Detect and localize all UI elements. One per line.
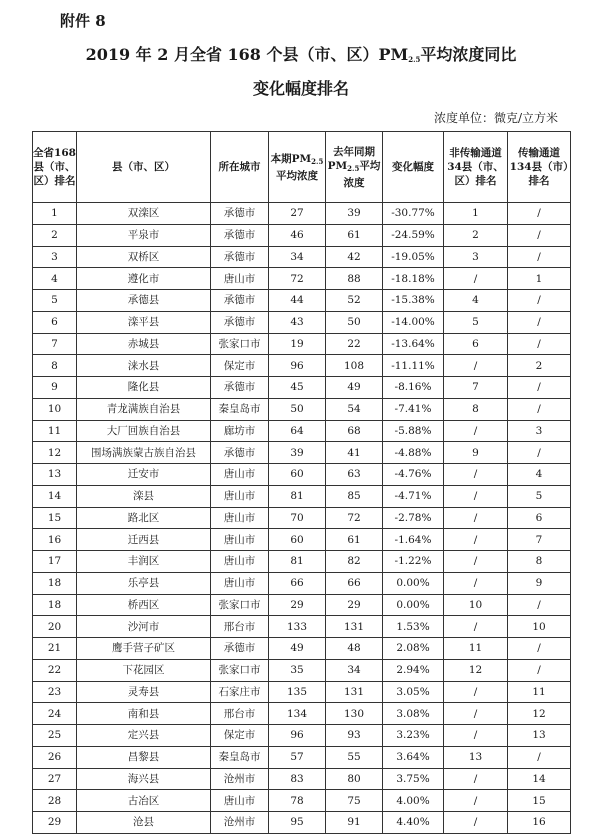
cell-current: 78	[269, 790, 326, 812]
cell-change: -18.18%	[383, 268, 444, 290]
header-lastyear-concentration: 去年同期$PM_{2.5}$平均浓度	[326, 132, 383, 203]
cell-change: -30.77%	[383, 203, 444, 225]
cell-change: -15.38%	[383, 290, 444, 312]
cell-non-channel-rank: /	[444, 355, 508, 377]
cell-change: 3.64%	[383, 746, 444, 768]
table-row	[33, 246, 571, 268]
pm-subscript: 2.5	[408, 55, 421, 64]
cell-channel-rank: /	[508, 746, 571, 768]
cell-channel-rank: 13	[508, 725, 571, 747]
cell-county: 桥西区	[77, 594, 211, 616]
cell-change: 0.00%	[383, 594, 444, 616]
cell-rank168: 7	[33, 333, 77, 355]
cell-lastyear: 88	[326, 268, 383, 290]
cell-lastyear: 54	[326, 398, 383, 420]
table-row	[33, 659, 571, 681]
cell-county: 丰润区	[77, 551, 211, 573]
table-row	[33, 594, 571, 616]
cell-lastyear: 130	[326, 703, 383, 725]
cell-city: 石家庄市	[211, 681, 269, 703]
cell-change: -1.22%	[383, 551, 444, 573]
cell-lastyear: 52	[326, 290, 383, 312]
cell-rank168: 13	[33, 464, 77, 486]
cell-lastyear: 131	[326, 681, 383, 703]
cell-county: 围场满族蒙古族自治县	[77, 442, 211, 464]
table-row	[33, 268, 571, 290]
cell-city: 张家口市	[211, 333, 269, 355]
cell-current: 134	[269, 703, 326, 725]
cell-county: 平泉市	[77, 224, 211, 246]
cell-current: 19	[269, 333, 326, 355]
cell-current: 43	[269, 311, 326, 333]
cell-county: 下花园区	[77, 659, 211, 681]
cell-change: -4.88%	[383, 442, 444, 464]
cell-non-channel-rank: /	[444, 485, 508, 507]
cell-change: 0.00%	[383, 572, 444, 594]
cell-city: 张家口市	[211, 594, 269, 616]
cell-non-channel-rank: 9	[444, 442, 508, 464]
cell-city: 邢台市	[211, 703, 269, 725]
cell-rank168: 4	[33, 268, 77, 290]
cell-rank168: 26	[33, 746, 77, 768]
cell-channel-rank: 2	[508, 355, 571, 377]
document-title-line2: 变化幅度排名	[252, 79, 349, 98]
cell-lastyear: 55	[326, 746, 383, 768]
cell-city: 保定市	[211, 725, 269, 747]
cell-rank168: 2	[33, 224, 77, 246]
table-row	[33, 681, 571, 703]
cell-non-channel-rank: /	[444, 703, 508, 725]
cell-rank168: 14	[33, 485, 77, 507]
cell-city: 唐山市	[211, 464, 269, 486]
cell-channel-rank: 7	[508, 529, 571, 551]
cell-current: 81	[269, 551, 326, 573]
cell-lastyear: 85	[326, 485, 383, 507]
cell-rank168: 29	[33, 812, 77, 834]
cell-channel-rank: 9	[508, 572, 571, 594]
cell-current: 66	[269, 572, 326, 594]
cell-channel-rank: /	[508, 333, 571, 355]
table-row	[33, 290, 571, 312]
cell-current: 96	[269, 725, 326, 747]
cell-non-channel-rank: 13	[444, 746, 508, 768]
cell-non-channel-rank: 2	[444, 224, 508, 246]
cell-change: 3.05%	[383, 681, 444, 703]
cell-change: 4.40%	[383, 812, 444, 834]
cell-rank168: 21	[33, 638, 77, 660]
cell-channel-rank: 11	[508, 681, 571, 703]
cell-lastyear: 61	[326, 529, 383, 551]
cell-change: -24.59%	[383, 224, 444, 246]
cell-city: 唐山市	[211, 529, 269, 551]
cell-current: 46	[269, 224, 326, 246]
cell-non-channel-rank: /	[444, 812, 508, 834]
cell-channel-rank: 1	[508, 268, 571, 290]
cell-non-channel-rank: /	[444, 551, 508, 573]
cell-rank168: 6	[33, 311, 77, 333]
cell-county: 赤城县	[77, 333, 211, 355]
cell-rank168: 1	[33, 203, 77, 225]
cell-non-channel-rank: /	[444, 681, 508, 703]
cell-non-channel-rank: /	[444, 420, 508, 442]
cell-current: 34	[269, 246, 326, 268]
cell-rank168: 15	[33, 507, 77, 529]
cell-lastyear: 108	[326, 355, 383, 377]
table-row	[33, 812, 571, 834]
cell-current: 44	[269, 290, 326, 312]
cell-change: 3.75%	[383, 768, 444, 790]
cell-lastyear: 91	[326, 812, 383, 834]
cell-non-channel-rank: /	[444, 790, 508, 812]
table-row	[33, 616, 571, 638]
cell-non-channel-rank: 11	[444, 638, 508, 660]
cell-city: 承德市	[211, 638, 269, 660]
cell-non-channel-rank: /	[444, 464, 508, 486]
cell-current: 45	[269, 377, 326, 399]
cell-current: 133	[269, 616, 326, 638]
cell-channel-rank: 6	[508, 507, 571, 529]
cell-county: 沙河市	[77, 616, 211, 638]
table-row	[33, 224, 571, 246]
cell-lastyear: 131	[326, 616, 383, 638]
cell-change: -11.11%	[383, 355, 444, 377]
cell-county: 鹰手营子矿区	[77, 638, 211, 660]
cell-lastyear: 63	[326, 464, 383, 486]
cell-channel-rank: /	[508, 377, 571, 399]
cell-lastyear: 80	[326, 768, 383, 790]
table-row	[33, 572, 571, 594]
cell-channel-rank: 8	[508, 551, 571, 573]
cell-city: 保定市	[211, 355, 269, 377]
cell-lastyear: 42	[326, 246, 383, 268]
cell-county: 双桥区	[77, 246, 211, 268]
cell-non-channel-rank: 7	[444, 377, 508, 399]
cell-change: -14.00%	[383, 311, 444, 333]
cell-rank168: 3	[33, 246, 77, 268]
cell-current: 27	[269, 203, 326, 225]
cell-non-channel-rank: /	[444, 616, 508, 638]
cell-lastyear: 50	[326, 311, 383, 333]
cell-change: -7.41%	[383, 398, 444, 420]
cell-rank168: 27	[33, 768, 77, 790]
cell-channel-rank: /	[508, 311, 571, 333]
cell-non-channel-rank: 12	[444, 659, 508, 681]
table-row	[33, 203, 571, 225]
cell-channel-rank: /	[508, 594, 571, 616]
table-header-row	[33, 132, 571, 203]
header-rank168: 全省168县（市、区）排名	[33, 132, 77, 203]
table-row	[33, 333, 571, 355]
cell-city: 廊坊市	[211, 420, 269, 442]
cell-channel-rank: /	[508, 398, 571, 420]
cell-city: 沧州市	[211, 812, 269, 834]
cell-county: 大厂回族自治县	[77, 420, 211, 442]
cell-city: 承德市	[211, 246, 269, 268]
cell-lastyear: 82	[326, 551, 383, 573]
cell-city: 秦皇岛市	[211, 398, 269, 420]
cell-rank168: 24	[33, 703, 77, 725]
cell-current: 96	[269, 355, 326, 377]
ranking-table	[32, 131, 571, 834]
cell-current: 29	[269, 594, 326, 616]
cell-lastyear: 48	[326, 638, 383, 660]
cell-current: 50	[269, 398, 326, 420]
cell-non-channel-rank: /	[444, 572, 508, 594]
cell-city: 承德市	[211, 224, 269, 246]
cell-change: -8.16%	[383, 377, 444, 399]
table-row	[33, 442, 571, 464]
cell-current: 60	[269, 464, 326, 486]
table-row	[33, 638, 571, 660]
cell-channel-rank: /	[508, 442, 571, 464]
cell-county: 南和县	[77, 703, 211, 725]
cell-county: 海兴县	[77, 768, 211, 790]
cell-county: 古冶区	[77, 790, 211, 812]
cell-channel-rank: 4	[508, 464, 571, 486]
cell-county: 承德县	[77, 290, 211, 312]
cell-change: -5.88%	[383, 420, 444, 442]
cell-current: 135	[269, 681, 326, 703]
cell-county: 迁安市	[77, 464, 211, 486]
table-row	[33, 703, 571, 725]
cell-change: 2.08%	[383, 638, 444, 660]
cell-channel-rank: /	[508, 290, 571, 312]
cell-change: -2.78%	[383, 507, 444, 529]
cell-non-channel-rank: 10	[444, 594, 508, 616]
cell-channel-rank: 15	[508, 790, 571, 812]
cell-county: 乐亭县	[77, 572, 211, 594]
cell-lastyear: 61	[326, 224, 383, 246]
cell-rank168: 8	[33, 355, 77, 377]
cell-channel-rank: /	[508, 224, 571, 246]
cell-lastyear: 29	[326, 594, 383, 616]
cell-lastyear: 49	[326, 377, 383, 399]
cell-change: 2.94%	[383, 659, 444, 681]
cell-lastyear: 66	[326, 572, 383, 594]
cell-change: 4.00%	[383, 790, 444, 812]
cell-change: -4.71%	[383, 485, 444, 507]
table-row	[33, 746, 571, 768]
table-row	[33, 485, 571, 507]
cell-channel-rank: /	[508, 659, 571, 681]
cell-current: 72	[269, 268, 326, 290]
cell-non-channel-rank: 4	[444, 290, 508, 312]
cell-lastyear: 41	[326, 442, 383, 464]
cell-lastyear: 34	[326, 659, 383, 681]
table-row	[33, 529, 571, 551]
cell-rank168: 23	[33, 681, 77, 703]
cell-city: 唐山市	[211, 485, 269, 507]
table-row	[33, 790, 571, 812]
cell-city: 张家口市	[211, 659, 269, 681]
cell-current: 35	[269, 659, 326, 681]
cell-non-channel-rank: 1	[444, 203, 508, 225]
header-channel-rank: 传输通道134县（市）排名	[508, 132, 571, 203]
cell-channel-rank: /	[508, 246, 571, 268]
cell-channel-rank: 12	[508, 703, 571, 725]
unit-label: 浓度单位：微克/立方米	[433, 111, 558, 125]
cell-non-channel-rank: /	[444, 529, 508, 551]
cell-city: 秦皇岛市	[211, 746, 269, 768]
cell-change: -4.76%	[383, 464, 444, 486]
cell-rank168: 9	[33, 377, 77, 399]
cell-non-channel-rank: 3	[444, 246, 508, 268]
cell-non-channel-rank: /	[444, 768, 508, 790]
cell-county: 滦平县	[77, 311, 211, 333]
cell-rank168: 18	[33, 572, 77, 594]
cell-channel-rank: /	[508, 638, 571, 660]
cell-current: 83	[269, 768, 326, 790]
cell-rank168: 12	[33, 442, 77, 464]
table-row	[33, 420, 571, 442]
cell-county: 昌黎县	[77, 746, 211, 768]
table-row	[33, 551, 571, 573]
table-row	[33, 311, 571, 333]
cell-current: 64	[269, 420, 326, 442]
cell-change: -19.05%	[383, 246, 444, 268]
cell-current: 60	[269, 529, 326, 551]
cell-rank168: 5	[33, 290, 77, 312]
cell-county: 涞水县	[77, 355, 211, 377]
table-row	[33, 507, 571, 529]
cell-change: -1.64%	[383, 529, 444, 551]
cell-county: 遵化市	[77, 268, 211, 290]
document-title-line1: 2019 年 2 月全省 168 个县（市、区）$PM_{2.5}$平均浓度同比	[85, 45, 517, 64]
cell-county: 双滦区	[77, 203, 211, 225]
cell-non-channel-rank: 5	[444, 311, 508, 333]
cell-county: 定兴县	[77, 725, 211, 747]
cell-rank168: 20	[33, 616, 77, 638]
cell-lastyear: 68	[326, 420, 383, 442]
cell-change: -13.64%	[383, 333, 444, 355]
cell-county: 青龙满族自治县	[77, 398, 211, 420]
cell-channel-rank: 14	[508, 768, 571, 790]
cell-channel-rank: 10	[508, 616, 571, 638]
cell-county: 灵寿县	[77, 681, 211, 703]
header-current-concentration: 本期$PM_{2.5}$平均浓度	[269, 132, 326, 203]
cell-rank168: 25	[33, 725, 77, 747]
header-county: 县（市、区）	[77, 132, 211, 203]
cell-non-channel-rank: /	[444, 268, 508, 290]
cell-city: 沧州市	[211, 768, 269, 790]
cell-city: 唐山市	[211, 572, 269, 594]
cell-county: 路北区	[77, 507, 211, 529]
cell-channel-rank: /	[508, 203, 571, 225]
cell-lastyear: 39	[326, 203, 383, 225]
cell-non-channel-rank: 8	[444, 398, 508, 420]
cell-city: 承德市	[211, 203, 269, 225]
cell-city: 邢台市	[211, 616, 269, 638]
table-row	[33, 377, 571, 399]
cell-city: 唐山市	[211, 551, 269, 573]
cell-channel-rank: 3	[508, 420, 571, 442]
cell-rank168: 18	[33, 594, 77, 616]
cell-non-channel-rank: 6	[444, 333, 508, 355]
cell-lastyear: 72	[326, 507, 383, 529]
cell-city: 唐山市	[211, 790, 269, 812]
cell-city: 承德市	[211, 442, 269, 464]
cell-county: 隆化县	[77, 377, 211, 399]
cell-rank168: 28	[33, 790, 77, 812]
table-body	[33, 203, 571, 834]
cell-county: 沧县	[77, 812, 211, 834]
cell-city: 承德市	[211, 377, 269, 399]
cell-current: 70	[269, 507, 326, 529]
table-row	[33, 398, 571, 420]
cell-rank168: 16	[33, 529, 77, 551]
cell-city: 唐山市	[211, 507, 269, 529]
cell-city: 承德市	[211, 290, 269, 312]
cell-change: 3.23%	[383, 725, 444, 747]
table-row	[33, 768, 571, 790]
header-non-channel-rank: 非传输通道34县（市、区）排名	[444, 132, 508, 203]
cell-city: 承德市	[211, 311, 269, 333]
cell-current: 81	[269, 485, 326, 507]
cell-rank168: 17	[33, 551, 77, 573]
cell-non-channel-rank: /	[444, 725, 508, 747]
cell-city: 唐山市	[211, 268, 269, 290]
cell-rank168: 22	[33, 659, 77, 681]
cell-channel-rank: 5	[508, 485, 571, 507]
header-change: 变化幅度	[383, 132, 444, 203]
cell-rank168: 11	[33, 420, 77, 442]
cell-current: 95	[269, 812, 326, 834]
cell-lastyear: 75	[326, 790, 383, 812]
cell-non-channel-rank: /	[444, 507, 508, 529]
table-row	[33, 725, 571, 747]
cell-change: 1.53%	[383, 616, 444, 638]
cell-current: 57	[269, 746, 326, 768]
cell-county: 滦县	[77, 485, 211, 507]
cell-lastyear: 22	[326, 333, 383, 355]
table-row	[33, 464, 571, 486]
cell-lastyear: 93	[326, 725, 383, 747]
cell-current: 49	[269, 638, 326, 660]
cell-rank168: 10	[33, 398, 77, 420]
table-row	[33, 355, 571, 377]
header-city: 所在城市	[211, 132, 269, 203]
cell-change: 3.08%	[383, 703, 444, 725]
annex-label: 附件 8	[60, 12, 106, 30]
cell-current: 39	[269, 442, 326, 464]
cell-county: 迁西县	[77, 529, 211, 551]
cell-channel-rank: 16	[508, 812, 571, 834]
